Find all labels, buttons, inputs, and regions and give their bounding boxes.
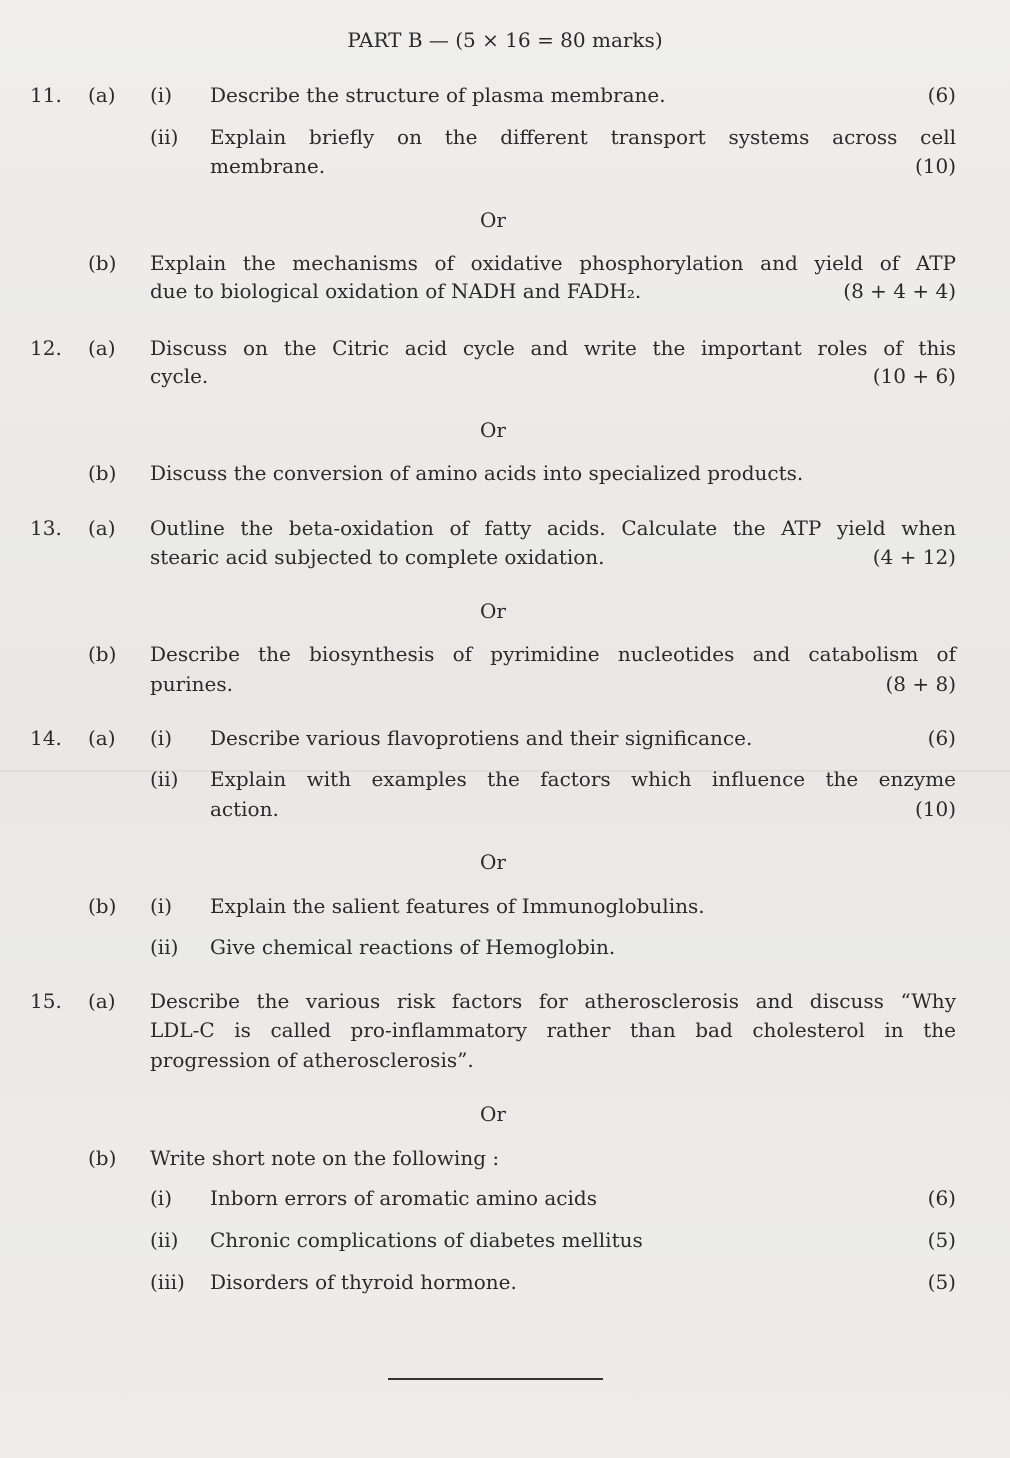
question-text: Describe the various risk factors for atherosclerosis and discuss “Why bbox=[150, 989, 956, 1013]
question-text: Explain briefly on the different transport systems across cell bbox=[210, 125, 956, 149]
question-text: Explain the mechanisms of oxidative phosphorylation and yield of ATP bbox=[150, 251, 956, 275]
question-part-label: (a) bbox=[88, 989, 116, 1013]
sub-question-label: (i) bbox=[150, 894, 173, 918]
marks-allocation: (8 + 4 + 4) bbox=[843, 279, 956, 303]
question-number: 15. bbox=[30, 989, 62, 1013]
marks-allocation: (6) bbox=[927, 1186, 956, 1210]
question-part-label: (a) bbox=[88, 726, 116, 750]
question-text: cycle. bbox=[150, 364, 209, 388]
question-text: Describe various flavoprotiens and their significance. bbox=[210, 726, 753, 750]
sub-question-label: (iii) bbox=[150, 1270, 185, 1294]
question-part-label: (b) bbox=[88, 642, 117, 666]
question-text: Describe the biosynthesis of pyrimidine nucleotides and catabolism of bbox=[150, 642, 956, 666]
marks-allocation: (6) bbox=[927, 83, 956, 107]
end-rule bbox=[388, 1378, 603, 1380]
question-text: Explain the salient features of Immunoglobulins. bbox=[210, 894, 705, 918]
or-separator: Or bbox=[480, 1102, 506, 1126]
question-part-label: (a) bbox=[88, 516, 116, 540]
question-text: due to biological oxidation of NADH and FADH₂. bbox=[150, 279, 642, 303]
sub-question-label: (i) bbox=[150, 83, 173, 107]
question-text: purines. bbox=[150, 672, 233, 696]
marks-allocation: (10) bbox=[914, 154, 956, 178]
or-separator: Or bbox=[480, 208, 506, 232]
sub-question-label: (i) bbox=[150, 726, 173, 750]
or-separator: Or bbox=[480, 418, 506, 442]
sub-question-label: (ii) bbox=[150, 935, 179, 959]
question-text: Give chemical reactions of Hemoglobin. bbox=[210, 935, 616, 959]
question-text: Explain with examples the factors which influence the enzyme bbox=[210, 767, 956, 791]
question-text: Disorders of thyroid hormone. bbox=[210, 1270, 517, 1294]
sub-question-label: (i) bbox=[150, 1186, 173, 1210]
marks-allocation: (6) bbox=[927, 726, 956, 750]
question-number: 11. bbox=[30, 83, 62, 107]
question-text: progression of atherosclerosis”. bbox=[150, 1048, 474, 1072]
question-part-label: (a) bbox=[88, 83, 116, 107]
question-number: 14. bbox=[30, 726, 62, 750]
marks-allocation: (10 + 6) bbox=[872, 364, 956, 388]
question-text: membrane. bbox=[210, 154, 326, 178]
marks-allocation: (4 + 12) bbox=[872, 545, 956, 569]
question-text: Outline the beta-oxidation of fatty acids. Calculate the ATP yield when bbox=[150, 516, 956, 540]
or-separator: Or bbox=[480, 850, 506, 874]
question-text: Chronic complications of diabetes mellitus bbox=[210, 1228, 643, 1252]
question-part-label: (b) bbox=[88, 894, 117, 918]
sub-question-label: (ii) bbox=[150, 125, 179, 149]
question-text: Write short note on the following : bbox=[150, 1146, 500, 1170]
question-text: Discuss on the Citric acid cycle and write the important roles of this bbox=[150, 336, 956, 360]
question-part-label: (b) bbox=[88, 1146, 117, 1170]
marks-allocation: (5) bbox=[927, 1270, 956, 1294]
question-number: 12. bbox=[30, 336, 62, 360]
or-separator: Or bbox=[480, 599, 506, 623]
sub-question-label: (ii) bbox=[150, 767, 179, 791]
marks-allocation: (8 + 8) bbox=[885, 672, 956, 696]
sub-question-label: (ii) bbox=[150, 1228, 179, 1252]
part-heading: PART B — (5 × 16 = 80 marks) bbox=[347, 28, 663, 52]
marks-allocation: (10) bbox=[914, 797, 956, 821]
question-text: LDL-C is called pro-inflammatory rather than bad cholesterol in the bbox=[150, 1018, 956, 1042]
marks-allocation: (5) bbox=[927, 1228, 956, 1252]
question-part-label: (b) bbox=[88, 251, 117, 275]
question-part-label: (a) bbox=[88, 336, 116, 360]
question-text: Inborn errors of aromatic amino acids bbox=[210, 1186, 597, 1210]
question-text: Discuss the conversion of amino acids into specialized products. bbox=[150, 461, 804, 485]
question-text: stearic acid subjected to complete oxidation. bbox=[150, 545, 605, 569]
question-text: action. bbox=[210, 797, 279, 821]
question-text: Describe the structure of plasma membrane. bbox=[210, 83, 666, 107]
question-number: 13. bbox=[30, 516, 62, 540]
question-part-label: (b) bbox=[88, 461, 117, 485]
